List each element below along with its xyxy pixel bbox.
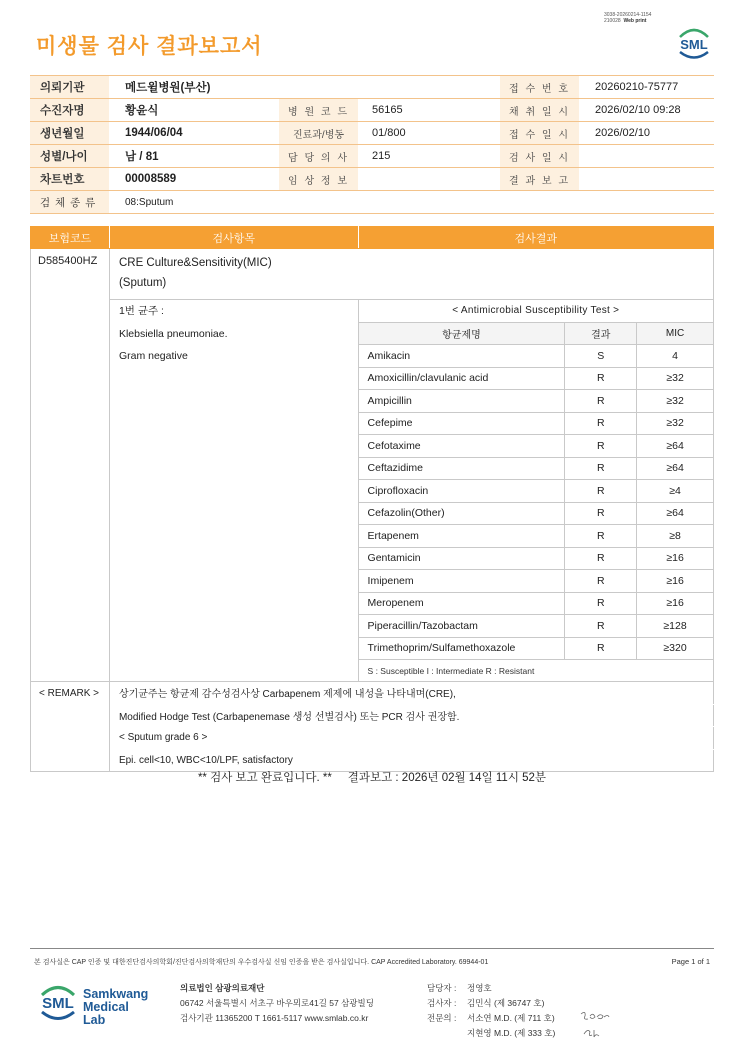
ast-drug: Imipenem (358, 570, 565, 593)
remark-line: Modified Hodge Test (Carbapenemase 생성 선별검사) 또는 PCR 검사 권장함. (109, 704, 713, 727)
staff-list (427, 981, 555, 1041)
lab-address (180, 981, 374, 1026)
ast-title-row (31, 300, 714, 323)
staff-role: 담당자 : (427, 983, 457, 993)
lab-street: 06742 서울특별시 서초구 바우뫼로41길 57 삼광빌딩 (180, 998, 374, 1008)
ast-result: R (565, 457, 637, 480)
page-number: Page 1 of 1 (671, 957, 710, 966)
ast-mic: ≥4 (637, 480, 714, 503)
ast-mic: ≥64 (637, 435, 714, 458)
sexage-value: 남 / 81 (109, 145, 279, 168)
test-name (109, 249, 358, 300)
receipt-label: 접 수 일 시 (500, 122, 579, 145)
patient-row (30, 76, 714, 99)
patient-row (30, 168, 714, 191)
ast-drug: Piperacillin/Tazobactam (358, 615, 565, 638)
ast-drug: Trimethoprim/Sulfamethoxazole (358, 637, 565, 660)
staff-role: 전문의 : (427, 1013, 457, 1023)
organism-label: 1번 균주 : (118, 305, 164, 317)
patient-info-table (30, 75, 714, 214)
logo-line1: Samkwang (83, 987, 149, 1001)
name-value: 황윤식 (109, 99, 279, 122)
report-label: 결 과 보 고 (500, 168, 579, 191)
ast-drug: Ertapenem (358, 525, 565, 548)
remark-line: Epi. cell<10, WBC<10/LPF, satisfactory (109, 749, 713, 772)
requester-value: 메드윌병원(부산) (109, 76, 500, 99)
test-row (31, 249, 714, 300)
test-name-line1: CRE Culture&Sensitivity(MIC) (118, 257, 272, 269)
ast-mic: ≥32 (637, 367, 714, 390)
ast-mic: ≥16 (637, 570, 714, 593)
patient-row (30, 122, 714, 145)
sml-mark-icon (36, 980, 80, 1024)
clinical-value (358, 168, 500, 191)
results-header-row (31, 227, 714, 249)
staff-row (427, 1011, 555, 1026)
chart-label: 차트번호 (30, 168, 109, 191)
ast-result: R (565, 570, 637, 593)
ast-drug: Ceftazidime (358, 457, 565, 480)
completion-note: ** 검사 보고 완료입니다. ** 결과보고 : 2026년 02월 14일 11시 52분 (197, 772, 547, 784)
patient-row (30, 191, 714, 214)
patient-row (30, 145, 714, 168)
organism-name: Klebsiella pneumoniae. (118, 327, 228, 340)
ast-header-result: 결과 (565, 322, 637, 345)
test-date-label: 검 사 일 시 (500, 145, 579, 168)
requester-label: 의뢰기관 (30, 76, 109, 99)
staff-row (427, 981, 555, 996)
ast-drug: Amikacin (358, 345, 565, 368)
signature-icon (578, 1008, 612, 1042)
staff-role: 검사자 : (427, 998, 457, 1008)
insurance-code: D585400HZ (31, 249, 110, 682)
name-label: 수진자명 (30, 99, 109, 122)
ast-title: < Antimicrobial Susceptibility Test > (358, 300, 713, 323)
ast-drug: Cefazolin(Other) (358, 502, 565, 525)
doctor-value: 215 (358, 145, 500, 168)
ast-mic: ≥128 (637, 615, 714, 638)
hospital-code-label: 병 원 코 드 (279, 99, 358, 122)
lab-org-name: 의료법인 삼광의료재단 (180, 983, 265, 993)
patient-row (30, 99, 714, 122)
ast-drug: Ampicillin (358, 390, 565, 413)
ast-result: R (565, 592, 637, 615)
col-code-header: 보험코드 (31, 227, 110, 249)
staff-name: 정영호 (467, 983, 492, 993)
ast-mic: ≥64 (637, 502, 714, 525)
ast-mic: ≥8 (637, 525, 714, 548)
doc-code-line1: 3038-20260214-1154 (604, 12, 652, 18)
chart-value: 00008589 (109, 168, 279, 191)
remark-row (31, 704, 714, 727)
ast-mic: ≥16 (637, 592, 714, 615)
lab-contact: 검사기관 11365200 T 1661-5117 www.smlab.co.kr (180, 1013, 369, 1023)
staff-row (427, 1026, 555, 1041)
staff-name: 서소연 M.D. (제 711 호) (467, 1013, 555, 1023)
doctor-label: 담 당 의 사 (279, 145, 358, 168)
hospital-code-value: 56165 (358, 99, 500, 122)
samkwang-logo (36, 980, 154, 1026)
remark-line: < Sputum grade 6 > (109, 727, 713, 750)
ast-result: R (565, 637, 637, 660)
ast-legend: S : Susceptible I : Intermediate R : Resistant (358, 660, 713, 682)
page-title: 미생물 검사 결과보고서 (36, 35, 263, 58)
sml-mark-text: SML (42, 995, 74, 1012)
sml-logo-text: SML (680, 37, 708, 52)
ast-mic: 4 (637, 345, 714, 368)
ast-header-drug: 항균제명 (358, 322, 565, 345)
ast-header-mic: MIC (637, 322, 714, 345)
dept-value: 01/800 (358, 122, 500, 145)
ast-drug: Gentamicin (358, 547, 565, 570)
staff-role (427, 1026, 467, 1041)
ast-drug: Amoxicillin/clavulanic acid (358, 367, 565, 390)
ast-result: R (565, 547, 637, 570)
report-value (579, 168, 714, 191)
ast-result: R (565, 480, 637, 503)
organism-gram: Gram negative (118, 350, 188, 362)
col-result-header: 검사결과 (358, 227, 713, 249)
ast-drug: Ciprofloxacin (358, 480, 565, 503)
receipt-value: 2026/02/10 (579, 122, 714, 145)
accreditation-note: 본 검사실은 CAP 인증 및 대한진단검사의학회/진단검사의학재단의 우수검사실 신임 인증을 받은 검사실입니다. CAP Accredited Laboratory. 69944-01 (34, 959, 489, 966)
ast-result: R (565, 412, 637, 435)
remark-row (31, 727, 714, 750)
col-item-header: 검사항목 (109, 227, 358, 249)
sexage-label: 성별/나이 (30, 145, 109, 168)
ast-result: R (565, 502, 637, 525)
ast-result: R (565, 615, 637, 638)
collect-value: 2026/02/10 09:28 (579, 99, 714, 122)
organism-info (109, 300, 358, 682)
ast-drug: Meropenem (358, 592, 565, 615)
sml-logo-icon (674, 25, 714, 61)
ast-result: R (565, 525, 637, 548)
ast-mic: ≥320 (637, 637, 714, 660)
ast-result: R (565, 435, 637, 458)
ast-result: S (565, 345, 637, 368)
logo-wordmark (83, 988, 154, 1027)
doc-code-line2: 210028 (604, 18, 621, 24)
ast-mic: ≥32 (637, 412, 714, 435)
staff-row (427, 996, 555, 1011)
staff-name: 김민식 (제 36747 호) (467, 998, 545, 1008)
accession-label: 접 수 번 호 (500, 76, 579, 99)
collect-label: 채 취 일 시 (500, 99, 579, 122)
footer-divider (30, 948, 714, 949)
dept-label: 진료과/병동 (279, 122, 358, 145)
ast-result: R (565, 390, 637, 413)
accession-value: 20260210-75777 (579, 76, 714, 99)
remark-label: < REMARK > (31, 682, 110, 772)
ast-mic: ≥16 (637, 547, 714, 570)
ast-drug: Cefepime (358, 412, 565, 435)
logo-line2: Medical Lab (83, 1000, 129, 1027)
ast-result: R (565, 367, 637, 390)
web-print-label: Web print (623, 18, 647, 24)
ast-mic: ≥64 (637, 457, 714, 480)
dob-value: 1944/06/04 (109, 122, 279, 145)
test-date-value (579, 145, 714, 168)
test-result-blank (358, 249, 713, 300)
remark-line: 상기균주는 항균제 감수성검사상 Carbapenem 제제에 내성을 나타내며(CRE), (109, 682, 713, 705)
ast-mic: ≥32 (637, 390, 714, 413)
clinical-label: 임 상 정 보 (279, 168, 358, 191)
document-code (604, 12, 651, 24)
specimen-label: 검 체 종 류 (30, 191, 109, 214)
results-table (30, 226, 714, 772)
ast-drug: Cefotaxime (358, 435, 565, 458)
staff-name: 지현영 M.D. (제 333 호) (467, 1028, 556, 1038)
specimen-value: 08:Sputum (109, 191, 714, 214)
test-name-line2: (Sputum) (118, 277, 167, 289)
remark-row (31, 682, 714, 705)
dob-label: 생년월일 (30, 122, 109, 145)
